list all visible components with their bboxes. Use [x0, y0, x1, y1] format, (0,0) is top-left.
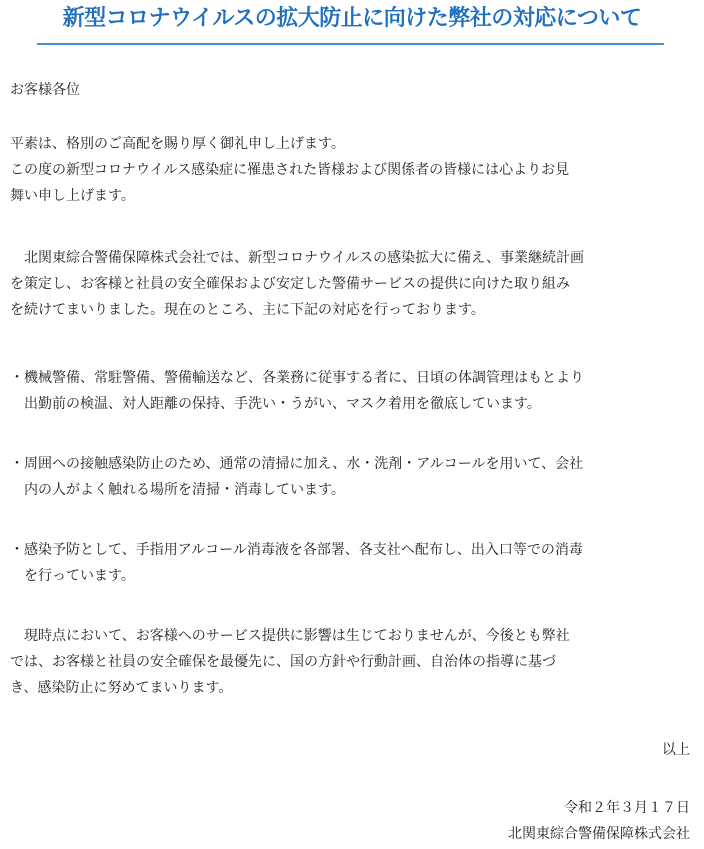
greeting-line: この度の新型コロナウイルス感染症に罹患された皆様および関係者の皆様には心よりお見: [10, 162, 570, 178]
intro-line: 北関東綜合警備保障株式会社では、新型コロナウイルスの感染拡大に備え、事業継続計画: [24, 250, 584, 266]
title-divider: [37, 43, 664, 45]
bullet-item: [10, 451, 690, 503]
closing-paragraph: [10, 623, 690, 701]
bullet-item: [10, 365, 690, 417]
intro-paragraph: [10, 245, 690, 323]
bullet-line: ・周囲への接触感染防止のため、通常の清掃に加え、水・洗剤・アルコールを用いて、会社: [10, 456, 584, 472]
issue-date: 令和２年３月１７日: [564, 800, 690, 816]
company-name: 北関東綜合警備保障株式会社: [508, 826, 690, 842]
bullet-line: ・機械警備、常駐警備、警備輸送など、各業務に従事する者に、日頃の体調管理はもとより: [10, 370, 584, 386]
intro-line: を策定し、お客様と社員の安全確保および安定した警備サービスの提供に向けた取り組み: [10, 276, 570, 292]
bullet-line: 出勤前の検温、対人距離の保持、手洗い・うがい、マスク着用を徹底しています。: [24, 396, 541, 412]
greeting-line: 平素は、格別のご高配を賜り厚く御礼申し上げます。: [10, 136, 345, 152]
page-title: 新型コロナウイルスの拡大防止に向けた弊社の対応について: [62, 6, 642, 31]
closing-mark: 以上: [662, 742, 690, 758]
closing-line: き、感染防止に努めてまいります。: [10, 680, 233, 696]
bullet-item: [10, 537, 690, 589]
greeting-paragraph: [10, 131, 690, 209]
bullet-line: を行っています。: [24, 568, 135, 584]
intro-line: を続けてまいりました。現在のところ、主に下記の対応を行っております。: [10, 302, 485, 318]
bullet-line: ・感染予防として、手指用アルコール消毒液を各部署、各支社へ配布し、出入口等での消毒: [10, 542, 583, 558]
bullet-line: 内の人がよく触れる場所を清掃・消毒しています。: [24, 482, 345, 498]
closing-line: 現時点において、お客様へのサービス提供に影響は生じておりませんが、今後とも弊社: [24, 628, 570, 644]
closing-line: では、お客様と社員の安全確保を最優先に、国の方針や行動計画、自治体の指導に基づ: [10, 654, 556, 670]
greeting-line: 舞い申し上げます。: [10, 188, 135, 204]
salutation: お客様各位: [10, 82, 80, 98]
